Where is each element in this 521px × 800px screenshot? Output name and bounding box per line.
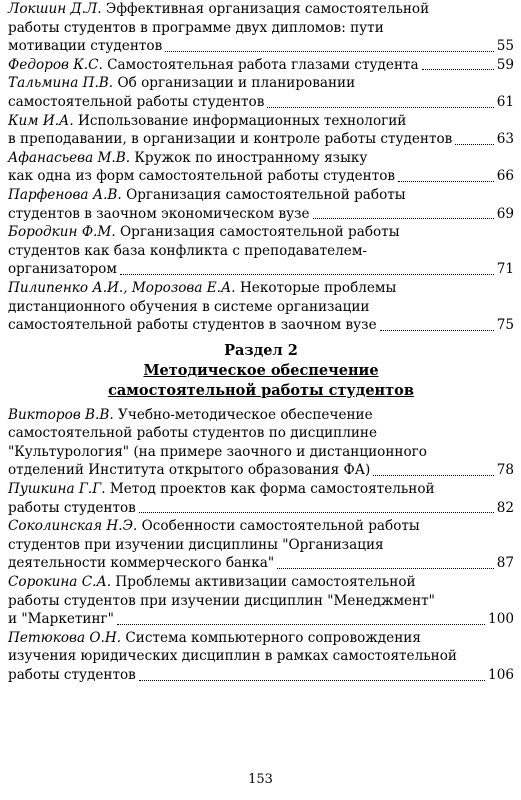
- entry-author: Викторов В.В.: [8, 406, 114, 423]
- entry-title-line: работы студентов в программе двух дипломов: пути: [8, 19, 384, 36]
- dot-leader: [139, 512, 494, 513]
- entry-title-line: самостоятельной работы студентов в заочном вузе: [8, 317, 377, 334]
- entry-author: Локшин Д.Л.: [8, 1, 102, 17]
- entry-page-number: 87: [496, 555, 514, 572]
- toc-entry: [8, 517, 514, 573]
- dot-leader: [117, 624, 485, 625]
- entry-author: Соколинская Н.Э.: [8, 518, 138, 535]
- entry-author: Сорокина С.А.: [8, 574, 112, 591]
- entry-title-line: Организация самостоятельной работы: [126, 186, 406, 203]
- entry-author: Бородкин Ф.М.: [8, 224, 116, 241]
- toc-entry: [8, 112, 514, 149]
- entry-page-number: 59: [496, 56, 514, 73]
- entry-title-line: Учебно-методическое обеспечение: [118, 406, 373, 423]
- entry-title-line: Особенности самостоятельной работы: [141, 518, 420, 535]
- entry-page-number: 63: [496, 131, 514, 148]
- entry-title-line: работы студентов: [8, 499, 136, 516]
- toc-entry: [8, 149, 514, 186]
- entry-author: Петюкова О.Н.: [8, 629, 122, 646]
- entry-title-line: мотивации студентов: [8, 38, 163, 55]
- entry-page-number: 55: [496, 38, 514, 55]
- entry-title-line: Эффективная организация самостоятельной: [105, 1, 430, 17]
- page-number: 153: [248, 772, 273, 787]
- entry-page-number: 69: [496, 205, 514, 222]
- entry-page-number: 106: [488, 667, 514, 683]
- entry-page-number: 82: [496, 499, 514, 516]
- toc-entry: [8, 223, 514, 279]
- entry-author: Пушкина Г.Г.: [8, 481, 106, 498]
- toc-entry: [8, 186, 514, 223]
- dot-leader: [139, 680, 485, 681]
- entry-title-line: и "Маркетинг": [8, 611, 114, 628]
- entry-page-number: 61: [496, 93, 514, 110]
- entry-title-line: студентов как база конфликта с преподавателем-: [8, 242, 367, 259]
- section-label: Раздел 2: [224, 341, 298, 359]
- dot-leader: [267, 107, 493, 108]
- entry-author: Парфенова А.В.: [8, 186, 122, 203]
- entry-author: Тальмина П.В.: [8, 75, 114, 92]
- toc-entry: [8, 74, 514, 111]
- dot-leader: [422, 69, 494, 70]
- dot-leader: [455, 144, 493, 145]
- entry-author: Пилипенко А.И., Морозова Е.А.: [8, 279, 236, 296]
- entry-title-line: студентов при изучении дисциплины "Организация: [8, 536, 384, 553]
- entry-title-line: Кружок по иностранному языку: [134, 149, 368, 166]
- entry-author: Афанасьева М.В.: [8, 149, 131, 166]
- entry-page-number: 100: [488, 611, 514, 628]
- entry-page-number: 66: [496, 168, 514, 185]
- section-title-line: Методическое обеспечение: [143, 361, 379, 379]
- entry-title-line: самостоятельной работы студентов: [8, 93, 265, 110]
- section-title-line: самостоятельной работы студентов: [108, 381, 414, 399]
- entry-title-line: Использование информационных технологий: [78, 112, 407, 129]
- entry-title-line: Проблемы активизации самостоятельной: [115, 574, 416, 591]
- entry-title-line: Метод проектов как форма самостоятельной: [109, 481, 435, 498]
- entry-page-number: 78: [496, 462, 514, 479]
- entry-page-number: 75: [496, 317, 514, 334]
- toc-entry: [8, 573, 514, 629]
- table-of-contents: [8, 0, 514, 685]
- entry-title-line: как одна из форм самостоятельной работы студентов: [8, 168, 396, 185]
- toc-entry: [8, 406, 514, 480]
- entry-title-line: изучения юридических дисциплин в рамках самостоятельной: [8, 648, 457, 665]
- entry-title-line: организатором: [8, 261, 117, 278]
- dot-leader: [313, 218, 494, 219]
- entry-title-line: Об организации и планировании: [117, 75, 356, 92]
- entry-title-line: Система компьютерного сопровождения: [125, 629, 421, 646]
- entry-title-line: Организация самостоятельной работы: [120, 224, 400, 241]
- dot-leader: [398, 181, 494, 182]
- dot-leader: [120, 274, 494, 275]
- toc-entry: [8, 0, 514, 56]
- entry-page-number: 71: [496, 261, 514, 278]
- toc-entry: [8, 629, 514, 685]
- entry-title-line: работы студентов: [8, 667, 136, 683]
- entry-title-line: дистанционного обучения в системе организации: [8, 298, 370, 315]
- entry-title-line: в преподавании, в организации и контроле работы студентов: [8, 131, 453, 148]
- entry-title-line: отделений Института открытого образования ФА): [8, 462, 371, 479]
- toc-entry: [8, 56, 514, 75]
- dot-leader: [165, 51, 493, 52]
- entry-title-line: работы студентов при изучении дисциплин "Менеджмент": [8, 592, 435, 609]
- dot-leader: [380, 330, 494, 331]
- dot-leader: [373, 475, 493, 476]
- entry-title-line: самостоятельной работы студентов по дисциплине: [8, 425, 377, 442]
- entry-author: Федоров К.С.: [8, 56, 103, 73]
- dot-leader: [277, 568, 494, 569]
- entry-title-line: Некоторые проблемы: [239, 279, 397, 296]
- entry-title-line: "Культурология" (на примере заочного и дистанционного: [8, 443, 427, 460]
- entry-title-line: Самостоятельная работа глазами студента: [107, 56, 419, 73]
- entry-title-line: деятельности коммерческого банка": [8, 555, 275, 572]
- entry-author: Ким И.А.: [8, 112, 74, 129]
- toc-entry: [8, 480, 514, 517]
- toc-entry: [8, 279, 514, 335]
- entry-title-line: студентов в заочном экономическом вузе: [8, 205, 310, 222]
